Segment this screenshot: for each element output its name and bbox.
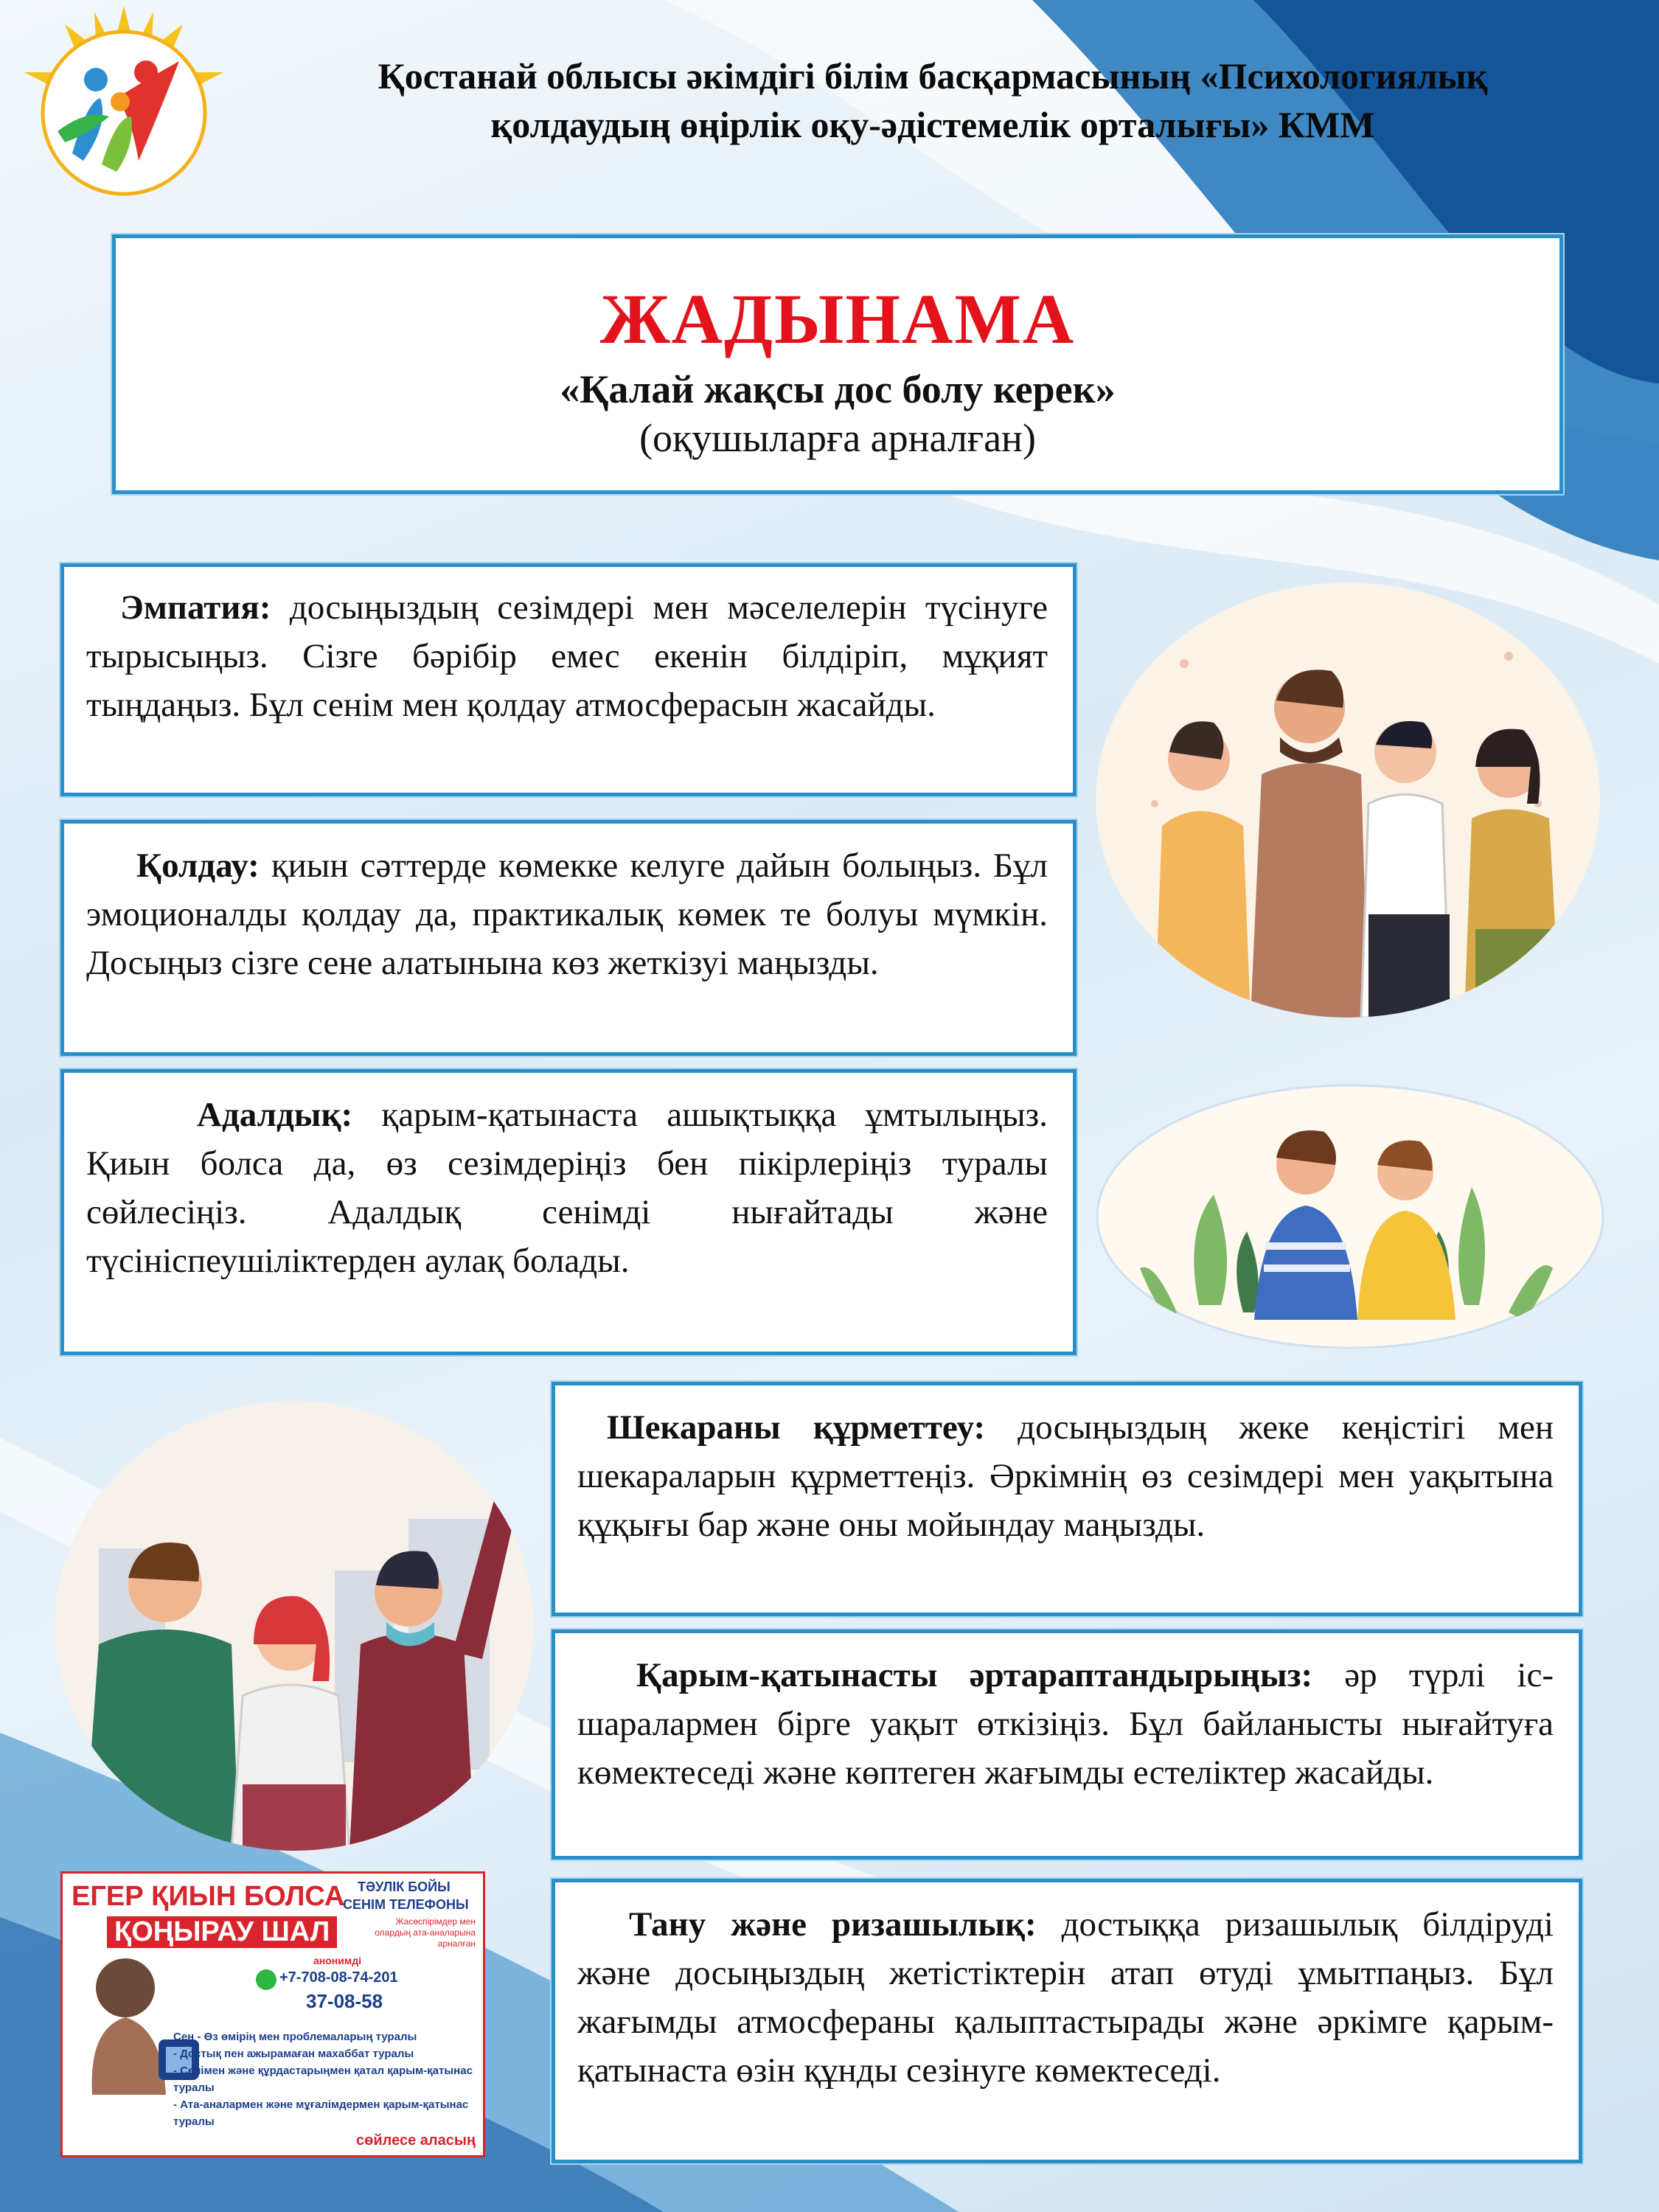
section-gratitude [552, 1879, 1582, 2163]
section-term: Қарым-қатынасты әртараптандырыңыз: [636, 1656, 1313, 1694]
section-honesty [60, 1069, 1077, 1355]
header-line-1: Қостанай облысы әкімдігі білім басқармасының «Психологиялық [378, 55, 1488, 97]
hotline-advertisement [60, 1871, 485, 2157]
section-term: Тану және ризашылық: [629, 1905, 1037, 1944]
phone-number-1: +7-708-08-74-201 [279, 1969, 398, 1986]
friends-group-illustration [1096, 582, 1600, 1018]
section-term: Адалдық: [197, 1096, 353, 1134]
section-term: Қолдау: [136, 846, 260, 885]
section-empathy [60, 563, 1077, 796]
section-text: қарым-қатынаста ашықтыққа ұмтылыңыз. Қиын болса да, өз сезімдеріңіз бен пікірлеріңіз туралы сөйлесіңіз. Адалдық сенімді нығайтады және түсініспеушіліктерден аулақ болады. [86, 1096, 1048, 1280]
cheering-friends-illustration [55, 1401, 534, 1851]
section-text: әр түрлі іс-шаралармен бірге уақыт өткізіңіз. Бұл байланысты нығайтуға көмектеседі және көптеген жағымды естеліктер жасайды. [577, 1656, 1554, 1792]
hotline-topic: - Сенімен және құрдастарыңмен қатал қарым-қатынас туралы [173, 2065, 473, 2094]
phone-note: анонимді [313, 1955, 361, 1966]
hotline-side-2: СЕНІМ ТЕЛЕФОНЫ [343, 1897, 469, 1912]
hotline-topic: - Достық пен ажырамаған махаббат туралы [173, 2048, 414, 2060]
page-title: ЖАДЫНАМА [599, 279, 1076, 358]
audience-note: (оқушыларға арналған) [639, 416, 1036, 460]
hotline-topic: Сен - Өз өмірің мен проблемаларың туралы [173, 2031, 417, 2043]
phone-number-2: 37-08-58 [306, 1990, 383, 2012]
hotline-side-1: ТӘУЛІК БОЙЫ [358, 1879, 451, 1894]
hotline-topic: - Ата-аналармен және мұғалімдермен қарым-қатынас туралы [173, 2098, 469, 2128]
header-line-2: қолдаудың өңірлік оқу-әдістемелік орталығы» КММ [490, 104, 1375, 145]
section-diversify [552, 1630, 1582, 1860]
hotline-headline-2: ҚОҢЫРАУ ШАЛ [107, 1916, 337, 1948]
title-box [112, 234, 1563, 494]
section-term: Шекараны құрметтеу: [607, 1408, 986, 1447]
section-support [60, 820, 1077, 1056]
section-text: досыңыздың жеке кеңістігі мен шекараларын құрметтеңіз. Әркімнің өз сезімдері мен уақытына құқығы бар және оны мойындау маңызды. [577, 1408, 1554, 1544]
hotline-footer: сөйлесе аласың [356, 2132, 476, 2149]
hotline-side-note: Жасөспірімдер мен олардың ата-аналарына арналған [375, 1916, 476, 1949]
section-text: досыңыздың сезімдері мен мәселелерін түсінуге тырысыңыз. Сізге бәрібір емес екенін білдіріп, мұқият тыңдаңыз. Бұл сенім мен қолдау атмосферасын жасайды. [86, 588, 1048, 724]
two-friends-illustration [1096, 1084, 1604, 1349]
whatsapp-icon [256, 1969, 276, 1990]
section-text: қиын сәттерде көмекке келуге дайын болыңыз. Бұл эмоционалды қолдау да, практикалық көмек те болуы мүмкін. Досыңыз сізге сене алатынына көз жеткізуі маңызды. [86, 846, 1048, 982]
page-subtitle: «Қалай жақсы дос болу керек» [560, 367, 1116, 411]
hotline-topic-list [173, 2028, 483, 2130]
section-text: достыққа ризашылық білдіруді және досыңыздың жетістіктерін атап өтуді ұмытпаңыз. Бұл жағымды атмосфераны қалыптастырады және әркімге қарым-қатынаста өзін құнды сезінуге көмектеседі. [577, 1905, 1554, 2090]
organization-header [243, 52, 1622, 149]
hotline-headline-1: ЕГЕР ҚИЫН БОЛСА [72, 1881, 345, 1912]
section-term: Эмпатия: [120, 588, 271, 627]
section-boundaries [552, 1382, 1582, 1616]
organization-logo [13, 6, 234, 205]
